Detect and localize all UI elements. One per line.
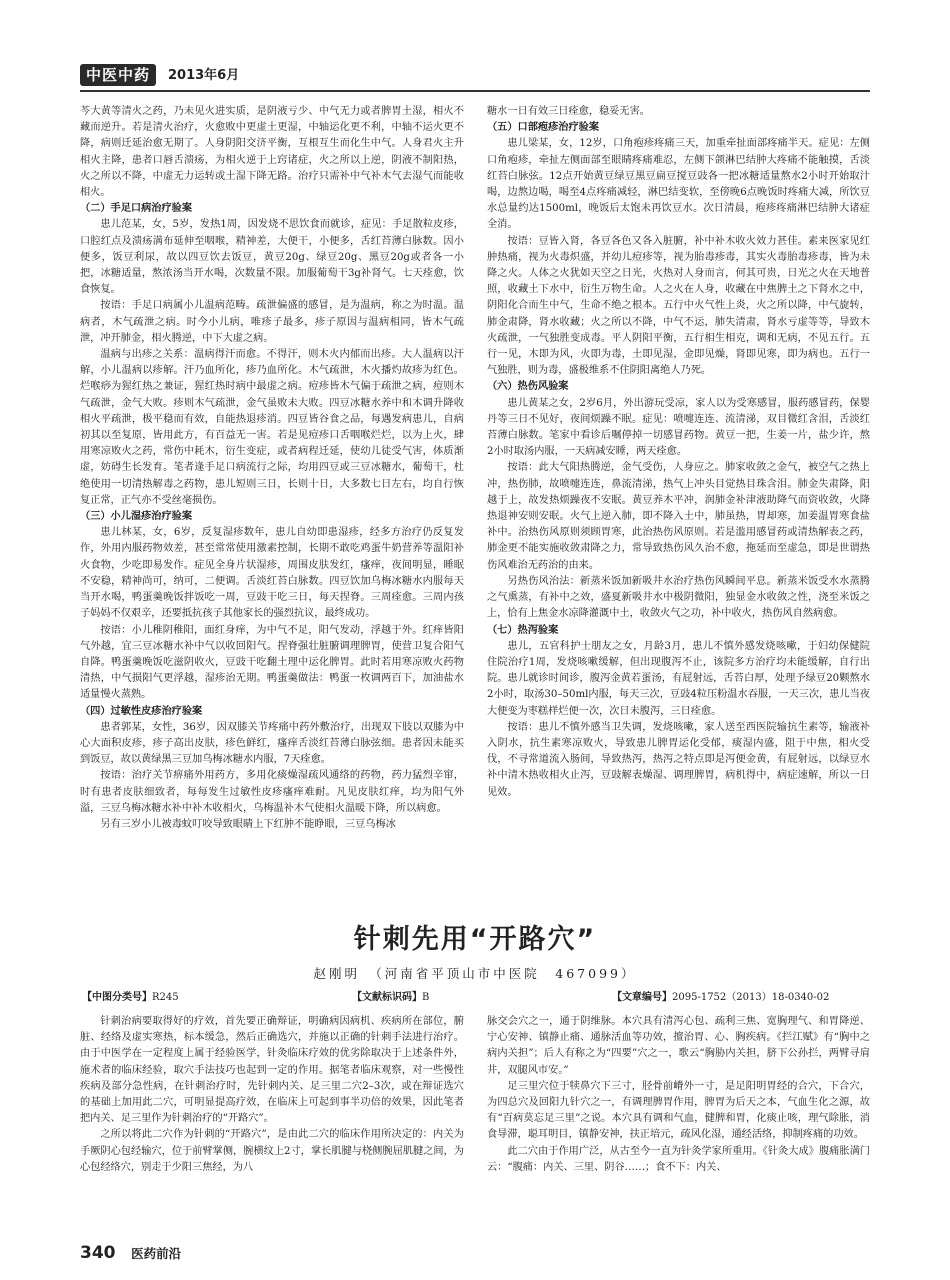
paragraph: 按语：豆皆入肾，各豆各色又各入脏腑，补中补木收火效力甚佳。素来医家见红肿热痛，视为火毒炽盛，并幼儿痘疹等，视为胎毒疹毒，其实火毒胎毒疹毒，皆为未降之火。人体之火犹如天空之日光，火热对人身而言，何其可贵，日光之火在天地普照，收藏土下水中，衍生万物生命。人之火在人身，收藏在中焦脾土之下肾水之中，阴阳化合而生中气，生命不绝之根本。五行中火气性上炎，火之所以降，中气旋转，肺金肃降，肾水收藏；火之所以不降，中气不运，肺失清肃，肾水亏虚等等，导致木火疏泄，一气独胜变成毒。平人阴阳平衡，五行相生相克，调和无病，不见五行。五行一见，木即为风，火即为毒，土即见湿，金即见燥，肾即见寒，即为病也。五行一气独胜，则为毒，盛极维系不住阴阳离绝人乃死。 [487,235,870,377]
meta-value: B [422,992,430,1003]
paragraph-continued: 糖水一日有效三日痊愈，稳妥无害。 [487,106,650,117]
paragraph: 患儿，五官科护士朋友之女，月龄3月，患儿不慎外感发烧咳嗽，于妇幼保健院住院治疗1周，发烧咳嗽缓解，但出现腹泻不止，该院多方治疗均未能缓解，自行出院。患儿就诊时间诊，腹泻金黄若蛋汤，有屁射远，舌苔白厚，处理予绿豆20颗熬水2小时，取汤30–50ml内服，每天三次，豆豉4粒压粉温水吞服，一天三次，患儿当夜大便变为枣糕样烂便一次，次日未腹泻，三日痊愈。 [487,640,870,717]
section-logo: 中医中药 [80,64,156,86]
article2-left-column [80,1014,464,1240]
section-heading: （二）手足口病治疗验案 [80,203,193,215]
paragraph: 按语：治疗关节痹痛外用药方，多用化痰燥湿疏风通络的药物，药力猛烈辛窜，时有患者皮肤细致者，每每发生过敏性皮疹瘙痒难耐。凡见皮肤红痒，均为阳气外溢，三豆乌梅冰糖水补中补木收相火，乌梅温补木气使相火温暖下降，所以病愈。 [80,770,464,814]
meta-value: R245 [152,992,179,1003]
section-heading: （四）过敏性皮疹治疗验案 [80,705,203,717]
section-heading: （七）热泻验案 [487,624,559,636]
paragraph: 之所以将此二穴作为针刺的“开路穴”，是由此二穴的临床作用所决定的：内关为手厥阴心包经输穴，位于前臂掌侧，腕横纹上2寸，掌长肌腱与桡侧腕屈肌腱之间，为心包经络穴，别走于少阳三焦经，为八 [80,1129,464,1173]
paragraph: 患者郭某，女性，36岁，因双膝关节疼痛中药外敷治疗，出现双下肢以双膝为中心大面积皮疹，疹子高出皮肤，疹色鲜红，瘙痒舌淡红苔薄白脉弦细。患者因未能买到饭豆，故以黄绿黑三豆加乌梅冰糖水内服，7天痊愈。 [80,721,464,766]
meta-label: 【文章编号】 [612,992,672,1003]
document-code [352,990,429,1005]
paragraph: 针刺治病要取得好的疗效，首先要正确辩证，明确病因病机、疾病所在部位，腑脏、经络及虚实寒热，标本缓急，然后正确选穴，并施以正确的针刺手法进行治疗。由于中医学在一定程度上属于经验医学，针灸临床疗效的优劣除取决于上述条件外，施术者的临床经验，取穴手法技巧也起到一定的作用。据笔者临床观察，对一些慢性疾病及部分急性病，在针刺治疗时，先针刺内关、足三里二穴2–3次，或在辩证选穴的基础上加用此二穴，可明显提高疗效，在临床上可起到事半功倍的效果，因此笔者把内关、足三里作为针刺治疗的“开路穴”。 [80,1016,464,1125]
section-heading: （五）口部疱疹治疗验案 [487,122,600,134]
paragraph: 另有三岁小儿被毒蚊叮咬导致眼睛上下红肿不能睁眼，三豆乌梅冰 [100,818,396,830]
article-title: 针刺先用“开路穴” [353,924,597,955]
paragraph: 此二穴由于作用广泛，从古至今一直为针灸学家所重用。《针灸大成》腹痛胀满门云：“腹痛：内关、三里、阴谷……；食不下：内关、 [487,1145,870,1173]
paragraph: 患儿林某，女，6岁，反复湿疹数年，患儿自幼即患湿疹，经多方治疗仍反复发作，外用内服药物效差，甚至常常使用激素控制，长期不敢吃鸡蛋牛奶营养等温阳补火食物，少吃即易发作。症见全身片状湿疹，周围皮肤发红，瘙痒，夜间明显，睡眠不安稳，精神尚可，纳可，二便调。舌淡红苔白脉数。四豆饮加乌梅冰糖水内服每天当开水喝，鸭蛋羹晚饭拌饭吃一周，豆豉干吃三日，每天捏脊。三周痊愈。三周内孩子妈妈不仅艰辛，还要抵抗孩子其他家长的强烈抗议，最终成功。 [80,527,464,620]
paragraph: 患儿梁某，女，12岁，口角疱疹疼痛三天，加重牵扯面部疼痛半天。症见：左侧口角疱疹，牵扯左侧面部至眼睛疼痛难忍，左侧下颌淋巴结肿大疼痛不能触摸，舌淡红苔白脉弦。12点开始黄豆绿豆黑豆扁豆搅豆豉各一把冰糖适量熬水2小时开始取汁喝，边熬边喝，喝至4点疼痛减轻，淋巴结变软，至傍晚6点晚饭时疼痛大减，所饮豆水总量约达1500ml，晚饭后太饱未再饮豆水。次日清晨，疱疹疼痛淋巴结肿大诸症全消。 [487,138,870,231]
article-number [612,990,829,1005]
paragraph-continued: 脉交会穴之一，通于阴维脉。本穴具有清泻心包、疏利三焦、宽胸理气、和胃降逆、宁心安神、镇静止痛、通脉活血等功效，擅治胃、心、胸疾病。《拦江赋》有“胸中之病内关担”；后人有称之为“四要”穴之一，歌云“胸胁内关担，脐下公孙拦，两臂寻肩井，双腿风市安。” [487,1016,870,1076]
article2-right-column [487,1014,870,1240]
classification-number [82,990,179,1005]
journal-name: 医药前沿 [131,1246,182,1261]
paragraph: 另热伤风治法：新蒸米饭加新吸井水治疗热伤风瞬间平息。新蒸米饭受水水蒸腾之气熏蒸，有补中之效，盛夏新吸井水中极阴微阳，独显金水收敛之性，浇至米饭之上，恰有上焦金水凉降灌溉中土，收敛火气之功，补中收火，热伤风自然病愈。 [487,575,870,620]
paragraph: 按语：患儿不慎外感当卫失调，发烧咳嗽，家人送至西医院输抗生素等，输液补入阴水，抗生素寒凉败火，导致患儿脾胃运化受郁，痰湿内盛，阻于中焦，相火受伐，不寻常道流入肠间，导致热泻，热泻之特点即是泻便金黄，有屁射远，以绿豆水补中清木热收相火止泻，豆豉解表燥湿、调理脾胃，病机得中，病症速解，所以一日见效。 [487,721,870,798]
article1-left-column [80,104,464,842]
paragraph: 按语：小儿稚阴稚阳，面红身痒，为中气不足，阳气发动，浮越于外。红痒皆阳气外越，宜三豆冰糖水补中气以收回阳气。捏脊强壮脏腑调理脾胃，使营卫复合阳气自降。鸭蛋羹晚饭吃滋阴收火，豆豉干吃翻土理中运化脾胃。此时若用寒凉败火药物清热，中气损阳气更浮越，湿疹治无期。鸭蛋羹做法：鸭蛋一枚调两百下，加油盐水适量慢火蒸熟。 [80,624,464,701]
page-header [80,64,870,88]
paragraph: 患儿范某，女，5岁，发热1周，因发烧不思饮食而就诊，症见：手足散粒皮疹，口腔红点及溃疡满布延伸至咽喉，精神差，大便干，小便多，舌红苔薄白脉数。因小便多，饭豆利尿，故以四豆饮去饭豆，黄豆20g、绿豆20g、黑豆20g或者各一小把，冰糖适量，熬浓汤当开水喝，次数量不限。加服葡萄干3g补肾气。七天痊愈，饮食恢复。 [80,219,464,296]
meta-value: 2095-1752（2013）18-0340-02 [672,992,830,1003]
header-rule [80,90,870,92]
page-footer [80,1242,181,1264]
paragraph-continued: 芩大黄等清火之药，乃未见火进实质，是阴液亏少、中气无力或者脾胃土湿，相火不藏而逆升。若是清火治疗，火愈败中更虚土更湿，中轴运化更不利，中轴不运火更不降，病则迁延治愈无期了。人身阴阳交济平衡，互根互生而化生中气。人身君火主升相火主降，患者口唇舌溃疡，为相火逆于上窍诸症，火之所以上逆，阴液不制阳热，火之所以不降，中虚无力运转或土湿下降无路。治疗只需补中气补木气去湿气而能收相火。 [80,106,464,199]
section-heading: （六）热伤风验案 [487,381,569,393]
article1-right-column [487,104,870,842]
section-heading: （三）小儿湿疹治疗验案 [80,511,193,523]
page-number: 340 [80,1243,116,1263]
meta-label: 【文献标识码】 [352,992,422,1003]
paragraph: 按语：手足口病属小儿温病范畴。疏泄偏盛的感冒，是为温病，称之为时温。温病者，木气疏泄之病。时今小儿病，唯疹子最多，疹子原因与温病相同，皆木气疏泄，冲开肺金，相火腾逆，中下大虚之病。 [80,300,464,344]
article-author: 赵刚明 （河南省平顶山市中医院 467099） [313,966,637,981]
paragraph: 温病与出疹之关系：温病得汗而愈。不得汗，则木火内郁而出疹。大人温病以汗解，小儿温病以疹解。汗乃血所化，疹乃血所化。木气疏泄，木火播灼故疹为红色。烂喉痧为猩红热之兼证，猩红热时病中最虚之病。痘疹皆木气偏于疏泄之病，痘则木气疏泄，金气大败。疹则木气疏泄，金气虽败未大败。四豆冰糖水养中和木调升降收相火平疏泄，极平稳而有效，自能热退疹消。四豆皆谷食之品，每遇发病患儿，自病初其以至复原，皆用此方，有百益无一害。若是见痘疹口舌咽喉烂烂，以为上火，肆用寒凉败火之药，常伤中耗木，衍生变症，或者病程迁延，使幼儿徒受气害，体质渐虚，妨碍生长发育。笔者逢手足口病流行之际，均用四豆或三豆冰糖水，葡萄干，杜绝使用一切清热解毒之药物，患儿短则三日，长则十日，大多数七日左右，均自行恢复正常，正气亦不受丝毫损伤。 [80,349,464,506]
meta-label: 【中图分类号】 [82,992,152,1003]
paragraph: 按语：此大气阳热腾逆，金气受伤，人身应之。肺家收敛之金气，被空气之热上冲，热伤肺，故喷嚏连连，鼻流清涕，热气上冲头目觉热目珠含泪。肺金失肃降，阳越于上，故发热烦躁夜不安眠。黄豆养木平冲，润肺金补津液助降气而资收敛，火降热退神安则安眠。火气上逆入肺，即不降入土中，肺虽热，胃却寒，加姜温胃寒食盐补中。治热伤风原则须顾胃寒，此治热伤风原则。若是滥用感冒药或清热解表之药，肺金更不能实施收敛肃降之力，常导致热伤风久治不愈，拖延而至虚急，即是世谓热伤风难治无药治的由来。 [487,462,870,571]
paragraph: 足三里穴位于犊鼻穴下三寸，胫骨前嵴外一寸，是足阳明胃经的合穴，下合穴，为四总穴及回阳九针穴之一，有调理脾胃作用，脾胃为后天之本，气血生化之源，故有“百病莫忘足三里”之说。本穴具有调和气血，健脾和胃，化痰止咳，理气除胀，消食导滞，聪耳明目，镇静安神，扶正培元，疏风化湿，通经活络，抑制疼痛的功效。 [487,1080,870,1141]
issue-date: 2013年6月 [168,68,240,83]
paragraph: 患儿黄某之女，2岁6月，外出游玩受凉，家人以为受寒感冒，服药感冒药，保婴丹等三日不见好，夜间烦躁不眠。症见：喷嚏连连、流清涕，双目微红含泪，舌淡红苔薄白脉数。笔家中看诊后嘱停掉一切感冒药物。黄豆一把，生姜一片，盐少许，熬2小时取汤内服，一天病减安睡，两天痊愈。 [487,397,870,458]
